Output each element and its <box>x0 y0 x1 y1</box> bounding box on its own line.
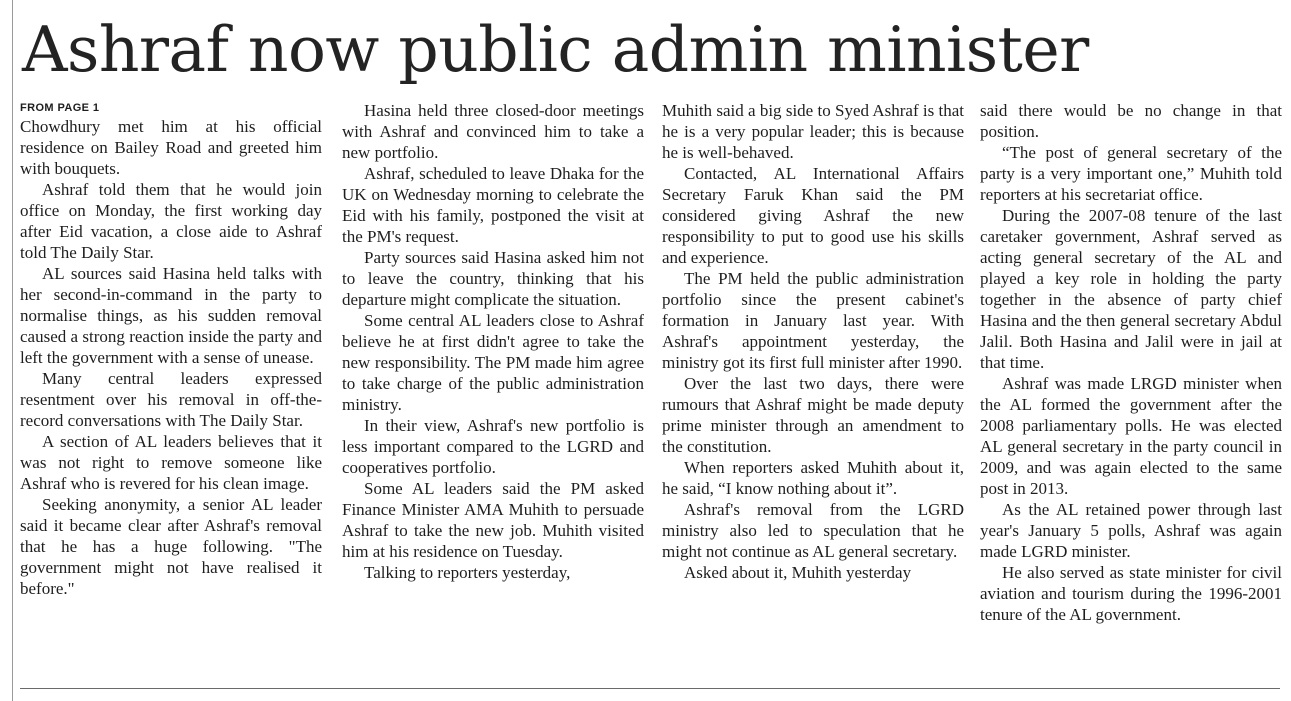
bottom-rule <box>20 688 1280 689</box>
headline: Ashraf now public admin minister <box>22 13 1089 86</box>
paragraph: Asked about it, Muhith yesterday <box>684 563 912 582</box>
paragraph: Contacted, AL International Affairs Secretary Faruk Khan said the PM considered giving Ashraf the new responsibility to put to good use his skills and experience. <box>662 164 964 267</box>
paragraph: Ashraf's removal from the LGRD ministry also led to speculation that he might not continue as AL general secretary. <box>662 500 964 561</box>
article-body <box>20 100 1282 676</box>
paragraph: As the AL retained power through last year's January 5 polls, Ashraf was again made LGRD minister. <box>980 500 1282 561</box>
paragraph: Many central leaders expressed resentment over his removal in off-the-record conversations with The Daily Star. <box>20 369 322 430</box>
paragraph: During the 2007-08 tenure of the last caretaker government, Ashraf served as acting general secretary of the AL and played a key role in holding the party together in the absence of party chief Hasina and the then general secretary Abdul Jalil. Both Hasina and Jalil were in jail at that time. <box>980 206 1282 372</box>
paragraph: Muhith said a big side to Syed Ashraf is that he is a very popular leader; this is because he is well-behaved. <box>662 101 964 162</box>
paragraph: Ashraf, scheduled to leave Dhaka for the UK on Wednesday morning to celebrate the Eid with his family, postponed the visit at the PM's request. <box>342 164 644 246</box>
paragraph: Ashraf was made LRGD minister when the AL formed the government after the 2008 parliamentary polls. He was elected AL general secretary in the party council in 2009, and was again elected to the same post in 2013. <box>980 374 1282 498</box>
article-column-1 <box>20 100 322 676</box>
paragraph: AL sources said Hasina held talks with her second-in-command in the party to normalise things, as his sudden removal caused a strong reaction inside the party and left the government with a sense of unease. <box>20 264 322 367</box>
paragraph: said there would be no change in that position. <box>980 101 1282 141</box>
left-margin-rule <box>12 0 13 701</box>
paragraph: Party sources said Hasina asked him not to leave the country, thinking that his departure might complicate the situation. <box>342 248 644 309</box>
article-column-4 <box>980 100 1282 676</box>
paragraph: In their view, Ashraf's new portfolio is less important compared to the LGRD and cooperatives portfolio. <box>342 416 644 477</box>
paragraph: Seeking anonymity, a senior AL leader said it became clear after Ashraf's removal that he has a huge following. "The government might not have realised it before." <box>20 495 322 598</box>
paragraph: Over the last two days, there were rumours that Ashraf might be made deputy prime minister through an amendment to the constitution. <box>662 374 964 456</box>
paragraph: Ashraf told them that he would join office on Monday, the first working day after Eid vacation, a close aide to Ashraf told The Daily Star. <box>20 180 322 262</box>
paragraph: Talking to reporters yesterday, <box>364 563 571 582</box>
paragraph: Chowdhury met him at his official residence on Bailey Road and greeted him with bouquets. <box>20 117 322 178</box>
paragraph: The PM held the public administration portfolio since the present cabinet's formation in January last year. With Ashraf's appointment yesterday, the ministry got its first full minister after 1990. <box>662 269 964 372</box>
paragraph: When reporters asked Muhith about it, he said, “I know nothing about it”. <box>662 458 964 498</box>
article-column-3 <box>662 100 964 676</box>
article-column-2 <box>342 100 644 676</box>
paragraph: Some AL leaders said the PM asked Finance Minister AMA Muhith to persuade Ashraf to take the new job. Muhith visited him at his residence on Tuesday. <box>342 479 644 561</box>
paragraph: Some central AL leaders close to Ashraf believe he at first didn't agree to take the new responsibility. The PM made him agree to take charge of the public administration ministry. <box>342 311 644 414</box>
paragraph: Hasina held three closed-door meetings with Ashraf and convinced him to take a new portfolio. <box>342 101 644 162</box>
paragraph: “The post of general secretary of the party is a very important one,” Muhith told reporters at his secretariat office. <box>980 143 1282 204</box>
paragraph: A section of AL leaders believes that it was not right to remove someone like Ashraf who is revered for his clean image. <box>20 432 322 493</box>
paragraph: He also served as state minister for civil aviation and tourism during the 1996-2001 tenure of the AL government. <box>980 563 1282 624</box>
kicker-from-page: FROM PAGE 1 <box>20 102 100 114</box>
